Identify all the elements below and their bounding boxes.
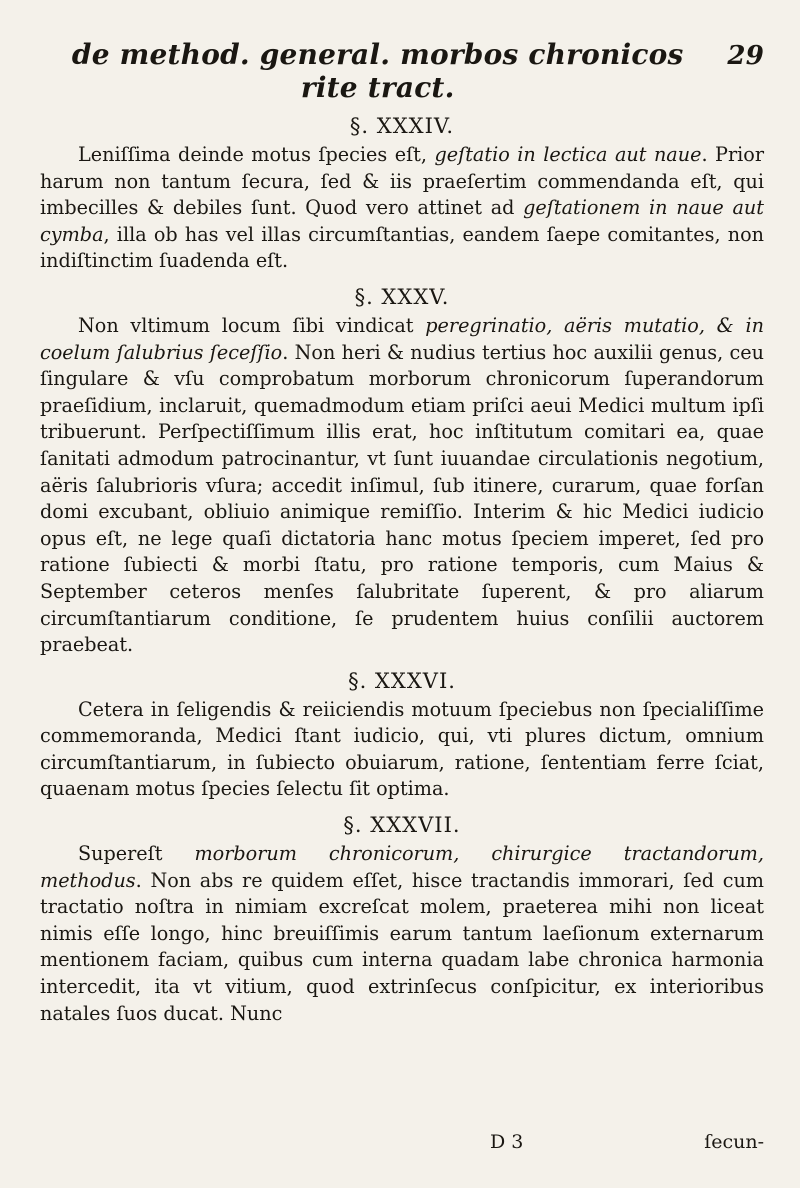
section-heading: §. XXXIV. xyxy=(349,114,455,138)
paragraph: Non vltimum locum ſibi vindicat peregrinatio, aëris mutatio, & in coelum ſalubrius ſeceſſio. Non heri & nudius tertius hoc auxilii genus, ceu ſingulare & vſu comprobatum morborum chronicorum ſuperandorum praeſidium, inclaruit, quemadmodum etiam priſci aeui Medici multum ipſi tribuerunt. Perſpectiſſimum illis erat, hoc inſtitutum comitari ea, quae ſanitati admodum patrocinantur, vt ſunt iuuandae circulationis negotium, aëris ſalubrioris vſura; accedit inſimul, ſub itinere, curarum, quae forſan domi excubant, obliuio animique remiſſio. Interim & hic Medici iudicio opus eſt, ne lege quaſi dictatoria hanc motus ſpeciem imperet, ſed pro ratione ſubiecti & morbi ſtatu, pro ratione temporis, cum Maius & September ceteros menſes ſalubritate ſuperent, & pro aliarum circumſtantiarum conditione, ſe prudentem huius conſilii auctorem praebeat. xyxy=(40,313,764,657)
catchword: ſecun- xyxy=(704,1131,764,1153)
section-heading: §. XXXVII. xyxy=(343,813,461,838)
page-footer xyxy=(40,1131,764,1153)
page-number: 29 xyxy=(727,41,764,71)
running-head-title: de method. general. morbos chronicos rite tract. xyxy=(71,38,684,104)
paragraph: Supereſt morborum chronicorum, chirurgice tractandorum, methodus. Non abs re quidem eſſet, hisce tractandis immorari, ſed cum tractatio noſtra in nimiam excreſcat molem, praeterea mihi non liceat nimis eſſe longo, hinc breuiſſimis earum tantum laeſionum externarum mentionem faciam, quibus cum interna quadam labe chronica harmonia intercedit, ita vt vitium, quod extrinſecus conſpicitur, ex interioribus natales ſuos ducat. Nunc xyxy=(40,842,764,1025)
section-heading: §. XXXVI. xyxy=(348,668,456,693)
section-heading: §. XXXV. xyxy=(354,284,450,309)
body-text xyxy=(40,114,764,1027)
signature-mark: D 3 xyxy=(490,1131,524,1153)
paragraph: Cetera in ſeligendis & reiiciendis motuum ſpeciebus non ſpecialiſſime commemoranda, Medici ſtant iudicio, qui, vti plures dictum, omnium circumſtantiarum, in ſubiecto obuiarum, ratione, ſententiam ferre ſciat, quaenam motus ſpecies ſelectu ſit optima. xyxy=(40,697,764,801)
paragraph: Leniſſima deinde motus ſpecies eſt, geſtatio in lectica aut naue. Prior harum non tantum ſecura, ſed & iis praeſertim commendanda eſt, qui imbecilles & debiles ſunt. Quod vero attinet ad geſtationem in naue aut cymba, illa ob has vel illas circumſtantias, eandem ſaepe comitantes, non indiſtinctim ſuadenda eſt. xyxy=(40,143,764,273)
running-head xyxy=(40,38,764,104)
